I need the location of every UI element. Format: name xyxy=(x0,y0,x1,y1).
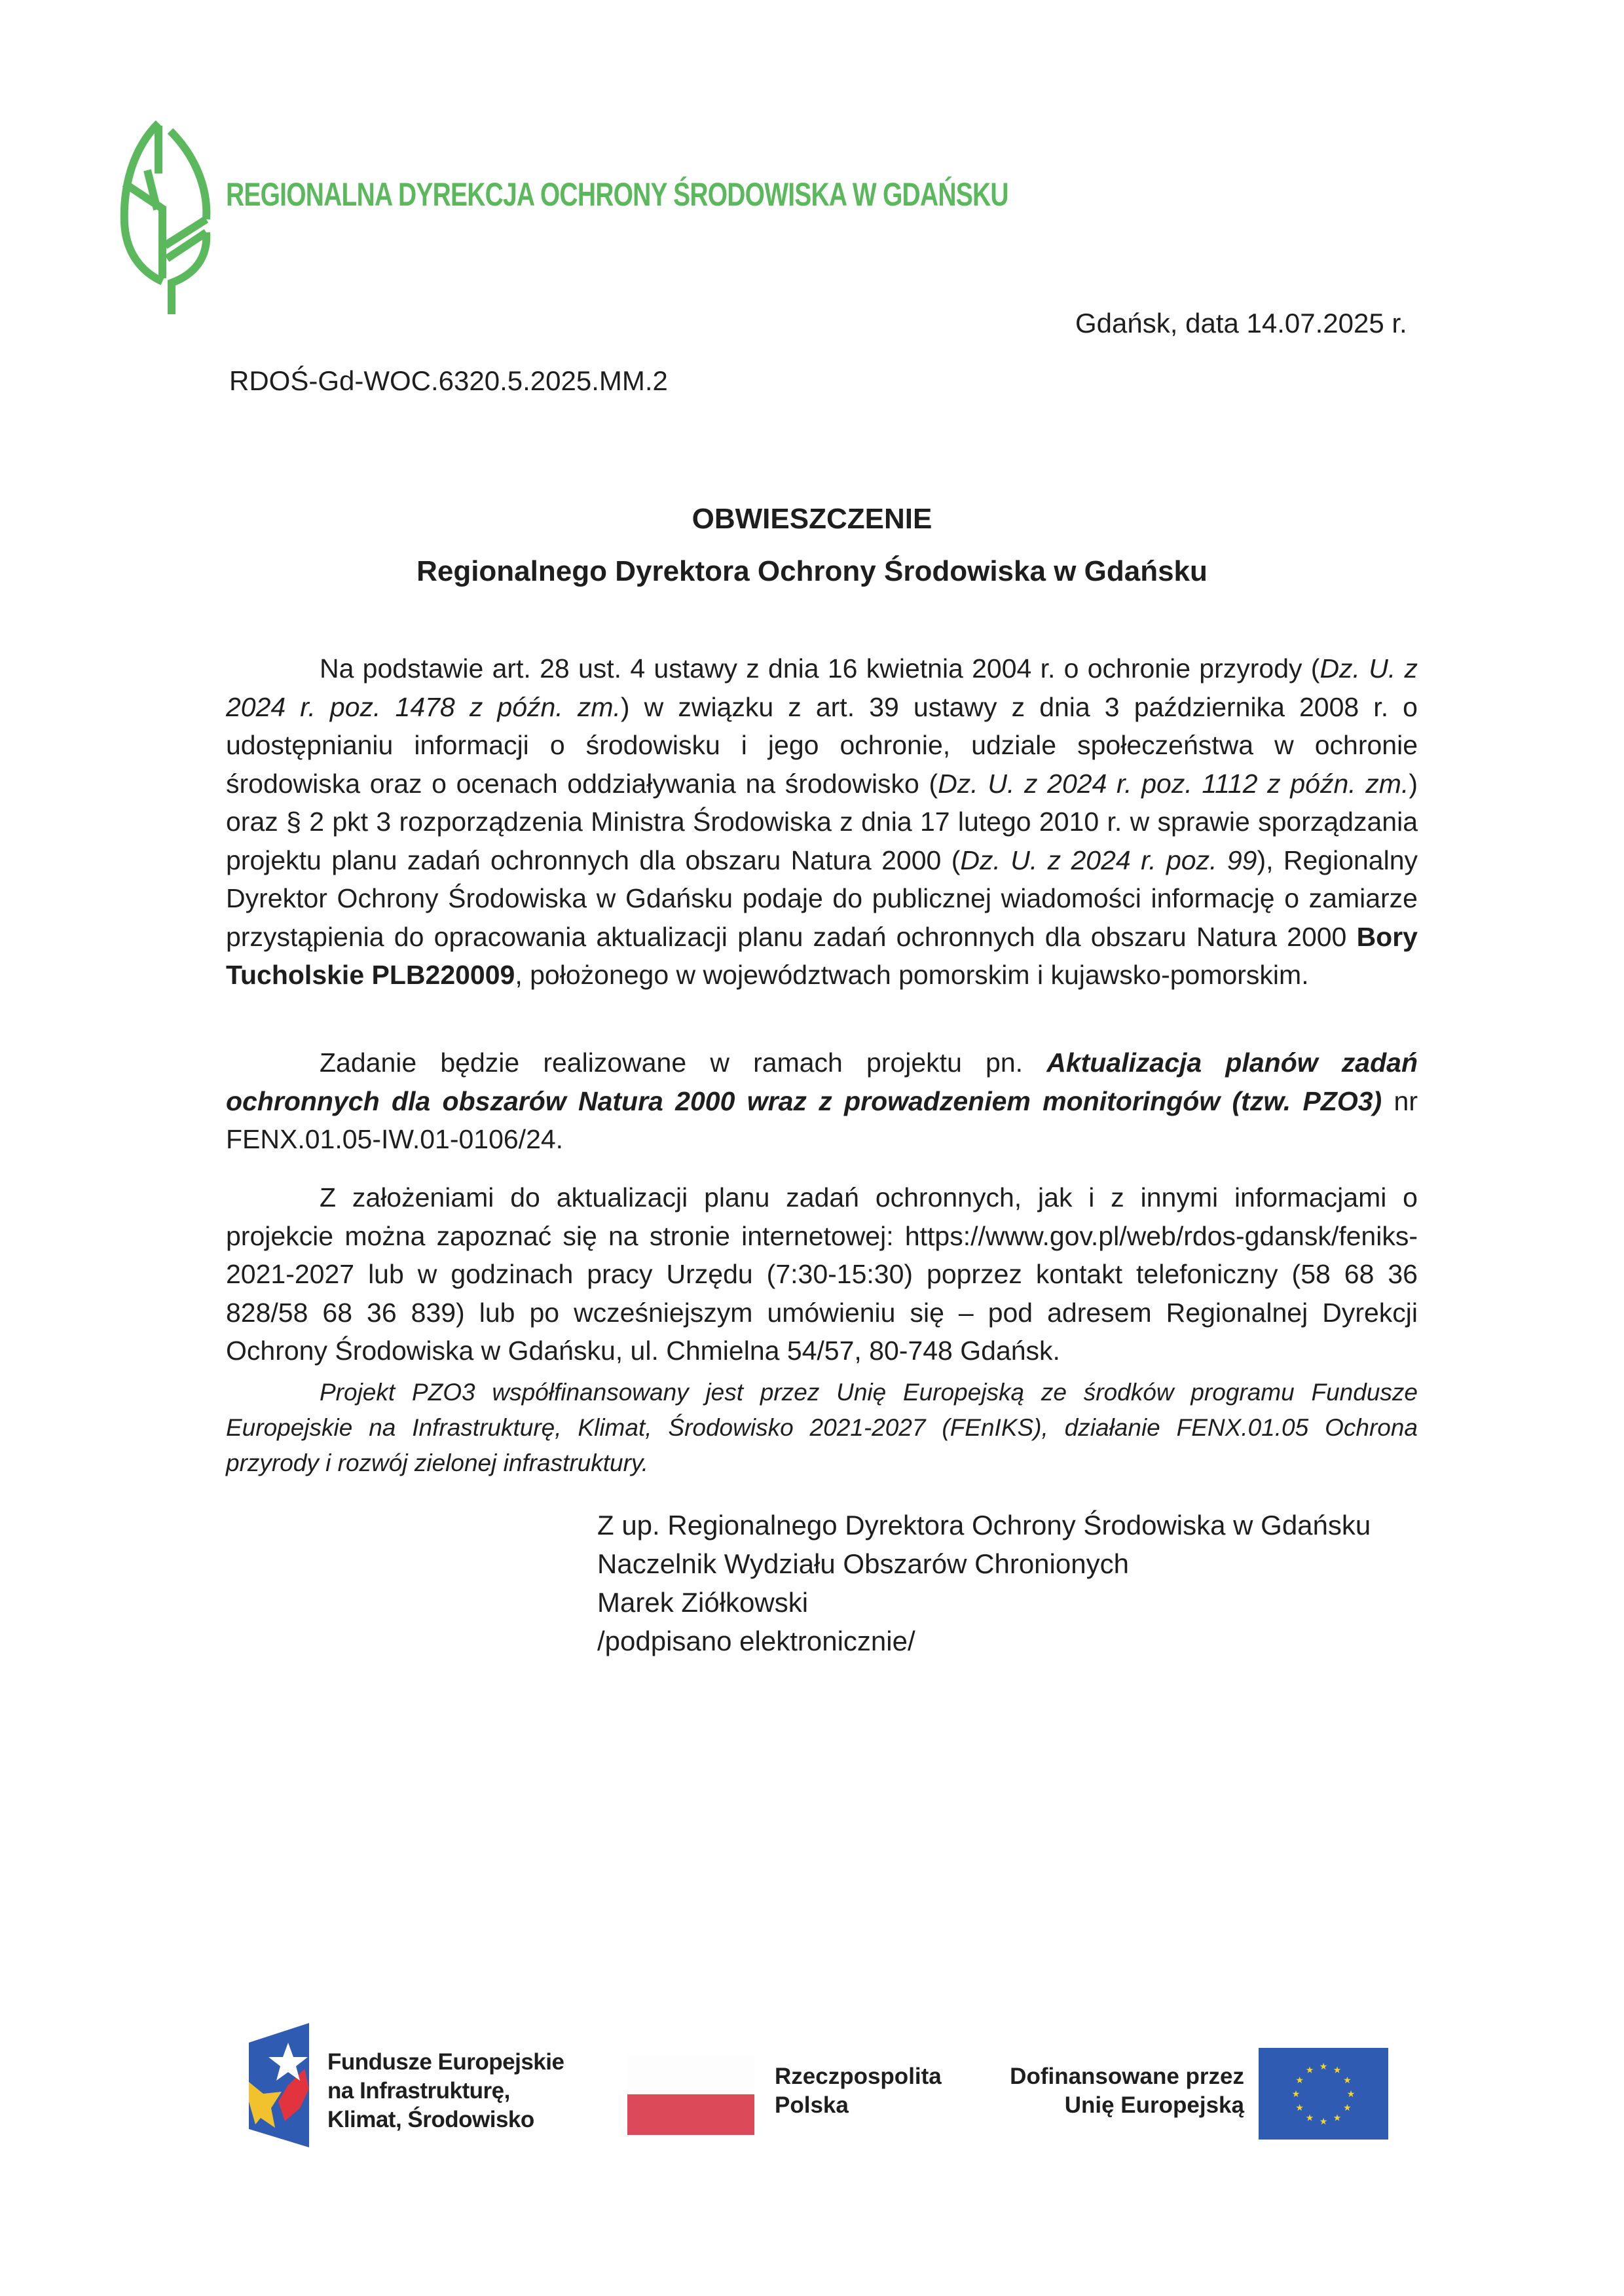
rp-line: Rzeczpospolita xyxy=(775,2064,942,2089)
fundusze-europejskie-icon xyxy=(249,2023,309,2147)
paragraph-legal-basis xyxy=(226,649,1418,994)
project-url-link[interactable]: https://www.gov.pl/web/rdos-gdansk/feniks-2021-2027 xyxy=(226,1220,1418,1289)
signature-note: /podpisano elektronicznie/ xyxy=(597,1626,915,1656)
case-reference-number: RDOŚ-Gd-WOC.6320.5.2025.MM.2 xyxy=(229,365,668,396)
funding-note-text: Projekt PZO3 współfinansowany jest przez Unię Europejską ze środków programu Fundusze Europejskie na Infrastrukturę, Klimat, Środowisko 2021-2027 (FEnIKS), działanie FENX.01.05 Ochrona przyrody i rozwój zielonej infrastruktury. xyxy=(226,1379,1418,1476)
place-and-date: Gdańsk, data 14.07.2025 r. xyxy=(1075,308,1407,338)
fe-line: Fundusze Europejskie xyxy=(327,2049,564,2075)
eu-star-icon: ★ xyxy=(1333,2064,1342,2075)
text: ) oraz § 2 pkt 3 rozporządzenia Ministra Środowiska z dnia 17 lutego 2010 r. w sprawie sporządzania projektu planu zadań ochronnych dla obszaru Natura 2000 ( xyxy=(226,768,1418,875)
text: Z założeniami do aktualizacji planu zadań ochronnych, jak i z innymi informacjami o projekcie można zapoznać się na stronie internetowej: xyxy=(226,1182,1418,1251)
eu-star-icon: ★ xyxy=(1291,2088,1301,2099)
eu-line: Dofinansowane przez xyxy=(1010,2064,1244,2089)
project-title: Aktualizacja planów zadań ochronnych dla obszarów Natura 2000 wraz z prowadzeniem monitoringów (tzw. PZO3) xyxy=(226,1048,1418,1116)
organization-name: REGIONALNA DYREKCJA OCHRONY ŚRODOWISKA W GDAŃSKU xyxy=(226,176,1008,213)
fundusze-europejskie-label xyxy=(327,2048,564,2134)
legal-citation: Dz. U. z 2024 r. poz. 99 xyxy=(960,845,1257,875)
polish-flag-icon xyxy=(627,2056,754,2141)
text: Na podstawie art. 28 ust. 4 ustawy z dnia 16 kwietnia 2004 r. o ochronie przyrody ( xyxy=(320,653,1320,683)
eu-star-icon: ★ xyxy=(1319,2116,1328,2126)
eu-flag-icon xyxy=(1259,2048,1388,2140)
text: nr FENX.01.05-IW.01-0106/24. xyxy=(226,1085,1418,1154)
eu-star-icon: ★ xyxy=(1305,2064,1314,2075)
signature-block xyxy=(597,1506,1371,1660)
natura-site-name: Bory Tucholskie PLB220009 xyxy=(226,921,1418,990)
eu-star-icon: ★ xyxy=(1305,2112,1314,2123)
eu-cofinanced-label xyxy=(995,2062,1244,2120)
eu-line: Unię Europejską xyxy=(1064,2092,1244,2118)
eu-star-icon: ★ xyxy=(1319,2061,1328,2071)
text: lub w godzinach pracy Urzędu (7:30-15:30) poprzez kontakt telefoniczny (58 68 36 828/58 68 36 839) lub po wcześniejszym umówieniu się – pod adresem Regionalnej Dyrekcji Ochrony Środowiska w Gdańsku, ul. Chmielna 54/57, 80-748 Gdańsk. xyxy=(226,1259,1418,1366)
eu-star-icon: ★ xyxy=(1295,2075,1304,2085)
text: ) w związku z art. 39 ustawy z dnia 3 października 2008 r. o udostępnianiu informacji o środowisku i jego ochronie, udziale społeczeństwa w ochronie środowiska oraz o ocenach oddziaływania na środowisko ( xyxy=(226,691,1418,799)
rzeczpospolita-polska-label xyxy=(775,2062,942,2120)
funding-note xyxy=(226,1375,1418,1481)
eu-star-icon: ★ xyxy=(1346,2088,1356,2099)
fe-line: Klimat, Środowisko xyxy=(327,2107,534,2132)
text: Zadanie będzie realizowane w ramach projektu pn. xyxy=(320,1048,1047,1078)
legal-citation: Dz. U. z 2024 r. poz. 1478 z późn. zm. xyxy=(226,653,1418,722)
legal-citation: Dz. U. z 2024 r. poz. 1112 z późn. zm. xyxy=(938,768,1409,799)
eu-star-icon: ★ xyxy=(1343,2102,1352,2113)
eu-star-icon: ★ xyxy=(1343,2075,1352,2085)
text: , położonego w województwach pomorskim i kujawsko-pomorskim. xyxy=(515,960,1309,990)
paragraph-project xyxy=(226,1044,1418,1159)
text: ), Regionalny Dyrektor Ochrony Środowiska w Gdańsku podaje do publicznej wiadomości informację o zamiarze przystąpienia do opracowania aktualizacji planu zadań ochronnych dla obszaru Natura 2000 xyxy=(226,845,1418,952)
document-title: OBWIESZCZENIE xyxy=(692,503,932,535)
eu-star-icon: ★ xyxy=(1295,2102,1304,2113)
document-subtitle: Regionalnego Dyrektora Ochrony Środowiska w Gdańsku xyxy=(416,555,1208,587)
signature-authority: Z up. Regionalnego Dyrektora Ochrony Środowiska w Gdańsku xyxy=(597,1510,1371,1540)
fe-line: na Infrastrukturę, xyxy=(327,2078,510,2104)
signature-position: Naczelnik Wydziału Obszarów Chronionych xyxy=(597,1548,1129,1579)
paragraph-contact xyxy=(226,1178,1418,1370)
signature-name: Marek Ziółkowski xyxy=(597,1587,809,1618)
leaf-icon xyxy=(118,111,216,314)
rp-line: Polska xyxy=(775,2092,849,2118)
eu-star-icon: ★ xyxy=(1333,2112,1342,2123)
